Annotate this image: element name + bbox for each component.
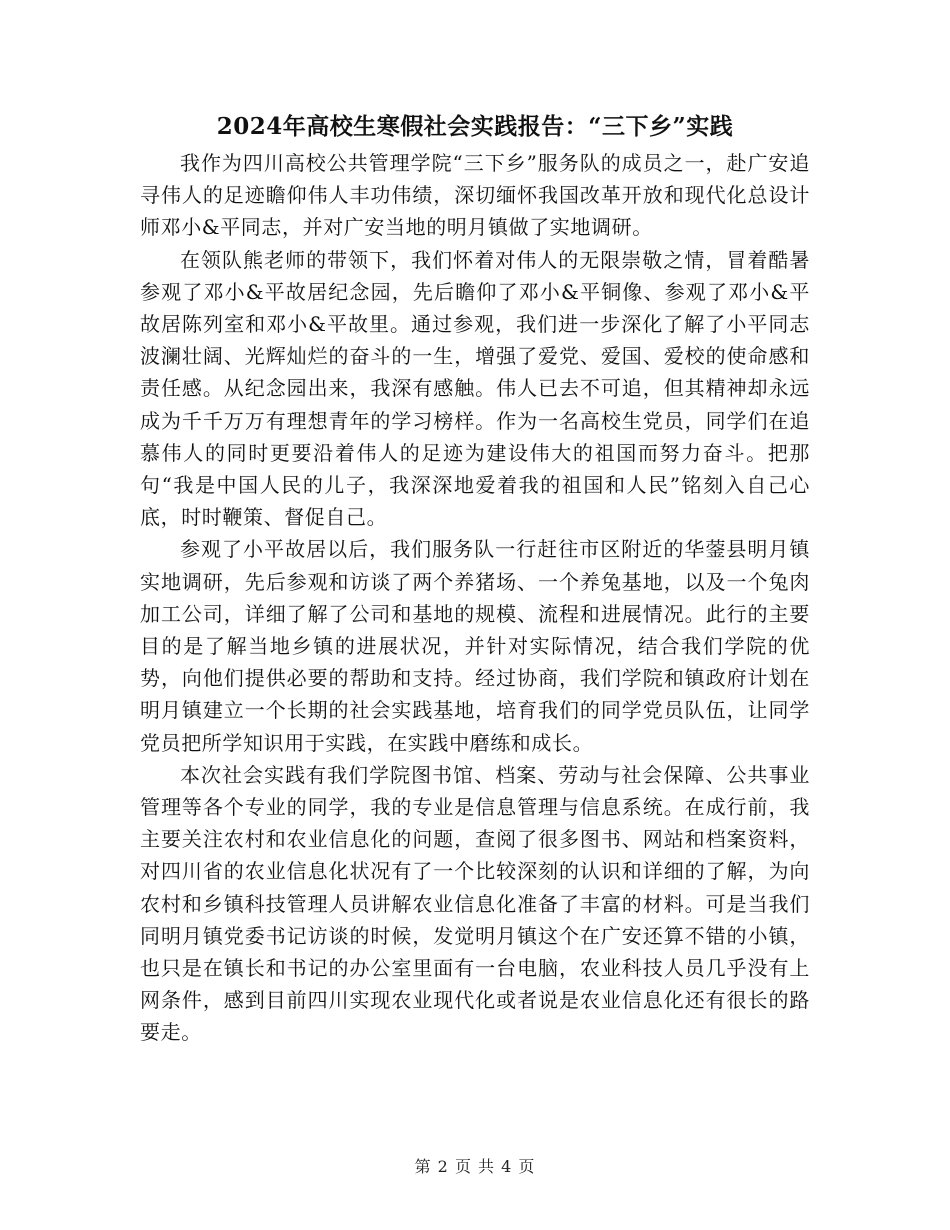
page-number-suffix: 页 bbox=[518, 1157, 536, 1176]
page-number-current: 2 bbox=[437, 1157, 449, 1176]
paragraph-1: 我作为四川高校公共管理学院“三下乡”服务队的成员之一，赴广安追寻伟人的足迹瞻仰伟人丰功伟绩，深切缅怀我国改革开放和现代化总设计师邓小&平同志，并对广安当地的明月镇做了实地调研。 bbox=[140, 151, 810, 240]
page-number-middle: 页 共 bbox=[454, 1157, 496, 1176]
document-body bbox=[140, 147, 810, 1049]
document-title: 2024年高校生寒假社会实践报告：“三下乡”实践 bbox=[216, 113, 734, 140]
paragraph-3: 参观了小平故居以后，我们服务队一行赶往市区附近的华蓥县明月镇实地调研，先后参观和访谈了两个养猪场、一个养兔基地，以及一个兔肉加工公司，详细了解了公司和基地的规模、流程和进展情况。此行的主要目的是了解当地乡镇的进展状况，并针对实际情况，结合我们学院的优势，向他们提供必要的帮助和支持。经过协商，我们学院和镇政府计划在明月镇建立一个长期的社会实践基地，培育我们的同学党员队伍，让同学党员把所学知识用于实践，在实践中磨练和成长。 bbox=[140, 537, 810, 755]
paragraph-2: 在领队熊老师的带领下，我们怀着对伟人的无限崇敬之情，冒着酷暑参观了邓小&平故居纪念园，先后瞻仰了邓小&平铜像、参观了邓小&平故居陈列室和邓小&平故里。通过参观，我们进一步深化了解了小平同志波澜壮阔、光辉灿烂的奋斗的一生，增强了爱党、爱国、爱校的使命感和责任感。从纪念园出来，我深有感触。伟人已去不可追，但其精神却永远成为千千万万有理想青年的学习榜样。作为一名高校生党员，同学们在追慕伟人的同时更要沿着伟人的足迹为建设伟大的祖国而努力奋斗。把那句“我是中国人民的儿子，我深深地爱着我的祖国和人民”铭刻入自己心底，时时鞭策、督促自己。 bbox=[140, 247, 810, 530]
page-footer bbox=[0, 1154, 950, 1177]
page-number-prefix: 第 bbox=[414, 1157, 432, 1176]
page-number-total: 4 bbox=[501, 1157, 513, 1176]
paragraph-4: 本次社会实践有我们学院图书馆、档案、劳动与社会保障、公共事业管理等各个专业的同学，我的专业是信息管理与信息系统。在成行前，我主要关注农村和农业信息化的问题，查阅了很多图书、网站和档案资料，对四川省的农业信息化状况有了一个比较深刻的认识和详细的了解，为向农村和乡镇科技管理人员讲解农业信息化准备了丰富的材料。可是当我们同明月镇党委书记访谈的时候，发觉明月镇这个在广安还算不错的小镇，也只是在镇长和书记的办公室里面有一台电脑，农业科技人员几乎没有上网条件，感到目前四川实现农业现代化或者说是农业信息化还有很长的路要走。 bbox=[140, 762, 810, 1045]
